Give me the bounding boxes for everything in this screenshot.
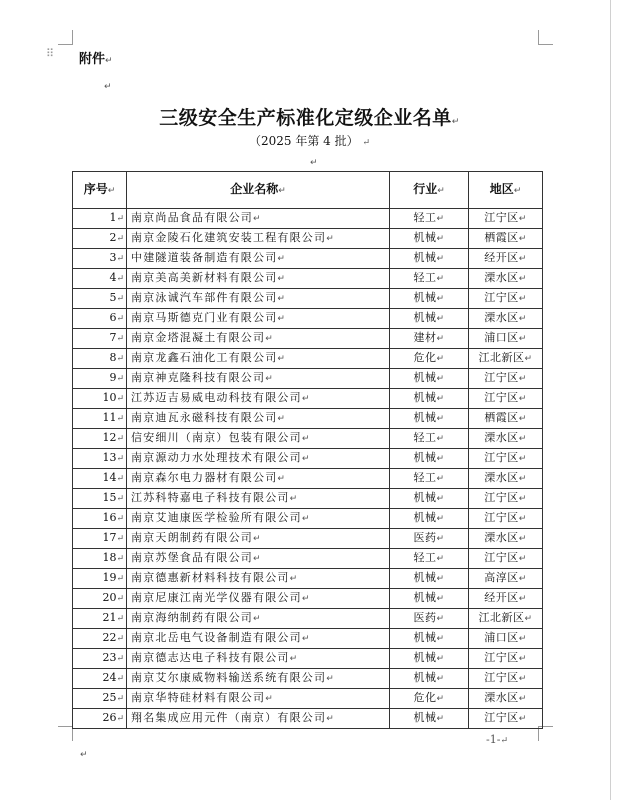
cell-region: 溧水区↵ xyxy=(469,469,543,489)
page-number: -1- xyxy=(486,733,501,746)
header-region: 地区↵ xyxy=(469,172,543,209)
table-row xyxy=(73,309,543,329)
cell-index: 20↵ xyxy=(73,589,127,609)
cell-region: 溧水区↵ xyxy=(469,689,543,709)
cell-index: 16↵ xyxy=(73,509,127,529)
cell-region: 江宁区↵ xyxy=(469,489,543,509)
header-company-name: 企业名称↵ xyxy=(127,172,390,209)
paragraph-mark-icon: ↵ xyxy=(451,117,460,127)
cell-industry: 机械↵ xyxy=(390,569,469,589)
cell-industry: 机械↵ xyxy=(390,629,469,649)
cell-company-name: 江苏科特嘉电子科技有限公司↵ xyxy=(127,489,390,509)
table-row xyxy=(73,649,543,669)
cell-index: 4↵ xyxy=(73,269,127,289)
table-row xyxy=(73,249,543,269)
cell-region: 高淳区↵ xyxy=(469,569,543,589)
table-row xyxy=(73,549,543,569)
cell-industry: 机械↵ xyxy=(390,409,469,429)
cell-company-name: 南京艾尔康威物料输送系统有限公司↵ xyxy=(127,669,390,689)
table-row xyxy=(73,409,543,429)
cell-index: 21↵ xyxy=(73,609,127,629)
cell-region: 栖霞区↵ xyxy=(469,229,543,249)
cell-index: 15↵ xyxy=(73,489,127,509)
cell-company-name: 南京德志达电子科技有限公司↵ xyxy=(127,649,390,669)
cell-index: 19↵ xyxy=(73,569,127,589)
cell-company-name: 南京尚品食品有限公司↵ xyxy=(127,209,390,229)
cell-region: 浦口区↵ xyxy=(469,329,543,349)
paragraph-mark-icon: ↵ xyxy=(105,56,113,66)
cell-industry: 机械↵ xyxy=(390,389,469,409)
cell-region: 江宁区↵ xyxy=(469,509,543,529)
cell-company-name: 江苏迈吉易威电动科技有限公司↵ xyxy=(127,389,390,409)
cell-index: 24↵ xyxy=(73,669,127,689)
cell-industry: 机械↵ xyxy=(390,309,469,329)
margin-corner-top-left xyxy=(58,30,73,45)
cell-industry: 机械↵ xyxy=(390,289,469,309)
cell-index: 9↵ xyxy=(73,369,127,389)
cell-company-name: 南京尼康江南光学仪器有限公司↵ xyxy=(127,589,390,609)
cell-region: 江宁区↵ xyxy=(469,709,543,729)
margin-corner-top-right xyxy=(538,30,553,45)
cell-index: 25↵ xyxy=(73,689,127,709)
company-table xyxy=(72,171,543,729)
cell-region: 江宁区↵ xyxy=(469,369,543,389)
table-row xyxy=(73,469,543,489)
cell-company-name: 南京源动力水处理技术有限公司↵ xyxy=(127,449,390,469)
paragraph-mark-icon: ↵ xyxy=(80,750,88,760)
cell-industry: 危化↵ xyxy=(390,349,469,369)
cell-company-name: 南京德惠新材料科技有限公司↵ xyxy=(127,569,390,589)
header-index: 序号↵ xyxy=(73,172,127,209)
table-row xyxy=(73,349,543,369)
cell-region: 江宁区↵ xyxy=(469,649,543,669)
cell-company-name: 南京海纳制药有限公司↵ xyxy=(127,609,390,629)
cell-index: 10↵ xyxy=(73,389,127,409)
cell-industry: 机械↵ xyxy=(390,449,469,469)
cell-industry: 轻工↵ xyxy=(390,429,469,449)
cell-region: 溧水区↵ xyxy=(469,529,543,549)
table-row xyxy=(73,569,543,589)
cell-company-name: 南京金陵石化建筑安装工程有限公司↵ xyxy=(127,229,390,249)
cell-region: 溧水区↵ xyxy=(469,309,543,329)
cell-region: 江宁区↵ xyxy=(469,289,543,309)
table-row xyxy=(73,289,543,309)
cell-industry: 轻工↵ xyxy=(390,469,469,489)
document-title: 三级安全生产标准化定级企业名单 xyxy=(159,107,452,129)
table-row xyxy=(73,509,543,529)
table-row xyxy=(73,489,543,509)
cell-region: 浦口区↵ xyxy=(469,629,543,649)
cell-index: 22↵ xyxy=(73,629,127,649)
cell-region: 江宁区↵ xyxy=(469,549,543,569)
table-header-row xyxy=(73,172,543,209)
cell-index: 6↵ xyxy=(73,309,127,329)
cell-region: 栖霞区↵ xyxy=(469,409,543,429)
cell-company-name: 南京北岳电气设备制造有限公司↵ xyxy=(127,629,390,649)
cell-region: 溧水区↵ xyxy=(469,269,543,289)
table-row xyxy=(73,329,543,349)
paragraph-mark-icon: ↵ xyxy=(310,158,318,168)
cell-region: 江宁区↵ xyxy=(469,449,543,469)
table-row xyxy=(73,589,543,609)
cell-region: 江北新区↵ xyxy=(469,349,543,369)
cell-industry: 机械↵ xyxy=(390,649,469,669)
cell-index: 8↵ xyxy=(73,349,127,369)
cell-industry: 机械↵ xyxy=(390,589,469,609)
document-subtitle: （2025 年第 4 批） xyxy=(249,134,359,148)
cell-region: 江宁区↵ xyxy=(469,389,543,409)
cell-index: 2↵ xyxy=(73,229,127,249)
cell-region: 经开区↵ xyxy=(469,589,543,609)
cell-industry: 机械↵ xyxy=(390,489,469,509)
cell-industry: 轻工↵ xyxy=(390,269,469,289)
cell-index: 14↵ xyxy=(73,469,127,489)
table-row xyxy=(73,229,543,249)
margin-corner-bottom-left xyxy=(58,726,73,741)
cell-company-name: 南京迪瓦永磁科技有限公司↵ xyxy=(127,409,390,429)
cell-industry: 机械↵ xyxy=(390,509,469,529)
attachment-label: 附件 xyxy=(79,52,106,67)
table-row xyxy=(73,269,543,289)
cell-company-name: 南京艾迪康医学检验所有限公司↵ xyxy=(127,509,390,529)
cell-company-name: 南京神克隆科技有限公司↵ xyxy=(127,369,390,389)
cell-industry: 医药↵ xyxy=(390,529,469,549)
paragraph-mark-icon: ↵ xyxy=(362,138,370,148)
cell-company-name: 南京苏堡食品有限公司↵ xyxy=(127,549,390,569)
header-industry: 行业↵ xyxy=(390,172,469,209)
table-row xyxy=(73,669,543,689)
cell-index: 18↵ xyxy=(73,549,127,569)
cell-company-name: 翔名集成应用元件（南京）有限公司↵ xyxy=(127,709,390,729)
cell-industry: 机械↵ xyxy=(390,369,469,389)
table-row xyxy=(73,609,543,629)
cell-index: 13↵ xyxy=(73,449,127,469)
cell-region: 江宁区↵ xyxy=(469,209,543,229)
cell-index: 26↵ xyxy=(73,709,127,729)
cell-industry: 轻工↵ xyxy=(390,549,469,569)
cell-company-name: 信安细川（南京）包装有限公司↵ xyxy=(127,429,390,449)
cell-industry: 机械↵ xyxy=(390,709,469,729)
table-row xyxy=(73,449,543,469)
cell-region: 江宁区↵ xyxy=(469,669,543,689)
cell-index: 3↵ xyxy=(73,249,127,269)
cell-index: 17↵ xyxy=(73,529,127,549)
cell-region: 溧水区↵ xyxy=(469,429,543,449)
cell-company-name: 南京泳诚汽车部件有限公司↵ xyxy=(127,289,390,309)
table-row xyxy=(73,389,543,409)
cell-industry: 医药↵ xyxy=(390,609,469,629)
cell-company-name: 南京天朗制药有限公司↵ xyxy=(127,529,390,549)
cell-region: 经开区↵ xyxy=(469,249,543,269)
cell-company-name: 南京龙鑫石油化工有限公司↵ xyxy=(127,349,390,369)
cell-company-name: 南京马斯德克门业有限公司↵ xyxy=(127,309,390,329)
cell-industry: 建材↵ xyxy=(390,329,469,349)
cell-index: 23↵ xyxy=(73,649,127,669)
table-row xyxy=(73,429,543,449)
cell-company-name: 南京金塔混凝土有限公司↵ xyxy=(127,329,390,349)
cell-company-name: 中建隧道装备制造有限公司↵ xyxy=(127,249,390,269)
cell-region: 江北新区↵ xyxy=(469,609,543,629)
table-row xyxy=(73,369,543,389)
table-row xyxy=(73,709,543,729)
cell-company-name: 南京华特硅材料有限公司↵ xyxy=(127,689,390,709)
cell-industry: 机械↵ xyxy=(390,669,469,689)
cell-index: 12↵ xyxy=(73,429,127,449)
cell-company-name: 南京美高美新材料有限公司↵ xyxy=(127,269,390,289)
table-row xyxy=(73,209,543,229)
cell-industry: 轻工↵ xyxy=(390,209,469,229)
paragraph-mark-icon: ↵ xyxy=(104,82,112,92)
cell-company-name: 南京森尔电力器材有限公司↵ xyxy=(127,469,390,489)
table-row xyxy=(73,689,543,709)
table-row xyxy=(73,629,543,649)
cell-index: 7↵ xyxy=(73,329,127,349)
cell-industry: 机械↵ xyxy=(390,249,469,269)
cell-industry: 机械↵ xyxy=(390,229,469,249)
table-row xyxy=(73,529,543,549)
cell-industry: 危化↵ xyxy=(390,689,469,709)
cell-index: 5↵ xyxy=(73,289,127,309)
cell-index: 1↵ xyxy=(73,209,127,229)
cell-index: 11↵ xyxy=(73,409,127,429)
paragraph-mark-icon: ↵ xyxy=(500,736,508,746)
drag-handle-icon[interactable]: ⠿ xyxy=(46,47,56,60)
